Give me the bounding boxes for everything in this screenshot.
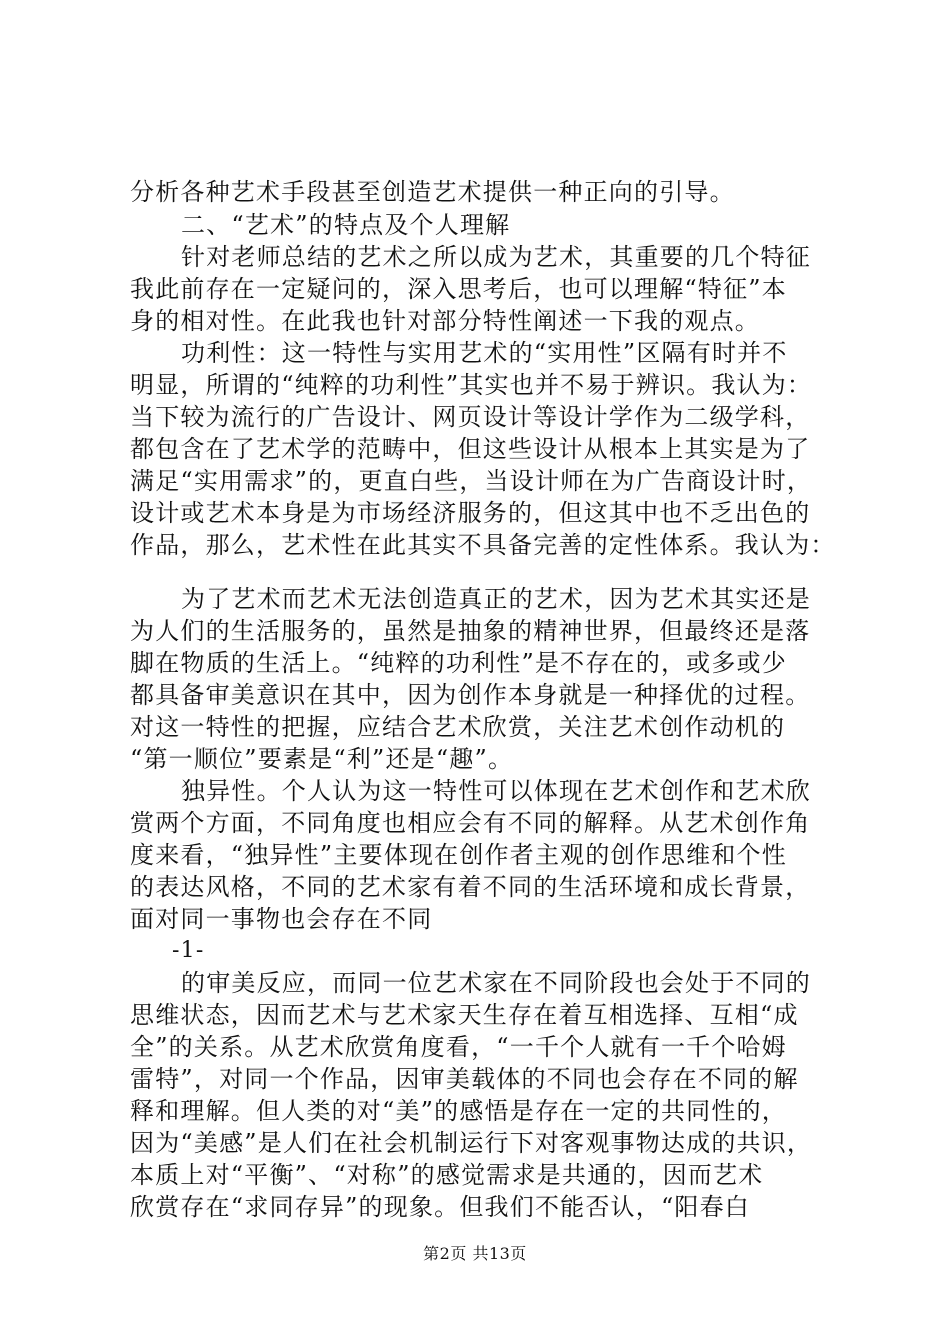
text-line: 思维状态，因而艺术与艺术家天生存在着互相选择、互相“成 [130,1001,799,1029]
text-line: 我此前存在一定疑问的，深入思考后，也可以理解“特征”本 [130,275,787,303]
section-heading: 二、“艺术”的特点及个人理解 [181,211,511,239]
text-line: 赏两个方面，不同角度也相应会有不同的解释。从艺术创作角 [130,809,811,837]
text-line: 独异性。个人认为这一特性可以体现在艺术创作和艺术欣 [181,777,811,805]
text-line: 当下较为流行的广告设计、网页设计等设计学作为二级学科， [130,403,811,431]
text-line: 满足“实用需求”的，更直白些，当设计师在为广告商设计时， [130,467,813,495]
text-line: 明显，所谓的“纯粹的功利性”其实也并不易于辨识。我认为： [130,371,813,399]
text-line: 都具备审美意识在其中，因为创作本身就是一种择优的过程。 [130,681,811,709]
page-footer: 第2页 共13页 [423,1244,527,1263]
text-line: 功利性：这一特性与实用艺术的“实用性”区隔有时并不 [181,339,788,367]
text-line: 全”的关系。从艺术欣赏角度看，“一千个人就有一千个哈姆 [130,1033,787,1061]
text-line: 为了艺术而艺术无法创造真正的艺术，因为艺术其实还是 [181,585,811,613]
text-line: 身的相对性。在此我也针对部分特性阐述一下我的观点。 [130,307,760,335]
text-line: 雷特”，对同一个作品，因审美载体的不同也会存在不同的解 [130,1065,799,1093]
text-line: 都包含在了艺术学的范畴中，但这些设计从根本上其实是为了 [130,435,811,463]
text-line: 的表达风格，不同的艺术家有着不同的生活环境和成长背景， [130,873,811,901]
text-line: 分析各种艺术手段甚至创造艺术提供一种正向的引导。 [130,178,735,206]
text-line: 为人们的生活服务的，虽然是抽象的精神世界，但最终还是落 [130,617,811,645]
text-line: 设计或艺术本身是为市场经济服务的，但这其中也不乏出色的 [130,499,811,527]
text-line: 脚在物质的生活上。“纯粹的功利性”是不存在的，或多或少 [130,649,787,677]
text-line: 本质上对“平衡”、“对称”的感觉需求是共通的，因而艺术 [130,1161,764,1189]
text-line: 对这一特性的把握，应结合艺术欣赏，关注艺术创作动机的 [130,713,786,741]
text-line: 面对同一事物也会存在不同 [130,905,433,933]
text-line: 针对老师总结的艺术之所以成为艺术，其重要的几个特征 [181,243,811,271]
text-line: 度来看，“独异性”主要体现在创作者主观的创作思维和个性 [130,841,787,869]
text-line: 释和理解。但人类的对“美”的感悟是存在一定的共同性的， [130,1097,787,1125]
text-line: 作品，那么，艺术性在此其实不具备完善的定性体系。我认为： [130,531,836,559]
text-line: 欣赏存在“求同存异”的现象。但我们不能否认，“阳春白 [130,1193,751,1221]
text-line: “第一顺位”要素是“利”还是“趣”。 [130,745,514,773]
text-line: 的审美反应，而同一位艺术家在不同阶段也会处于不同的 [181,969,811,997]
text-line: 因为“美感”是人们在社会机制运行下对客观事物达成的共识， [130,1129,813,1157]
inline-page-number: -1- [172,938,205,963]
